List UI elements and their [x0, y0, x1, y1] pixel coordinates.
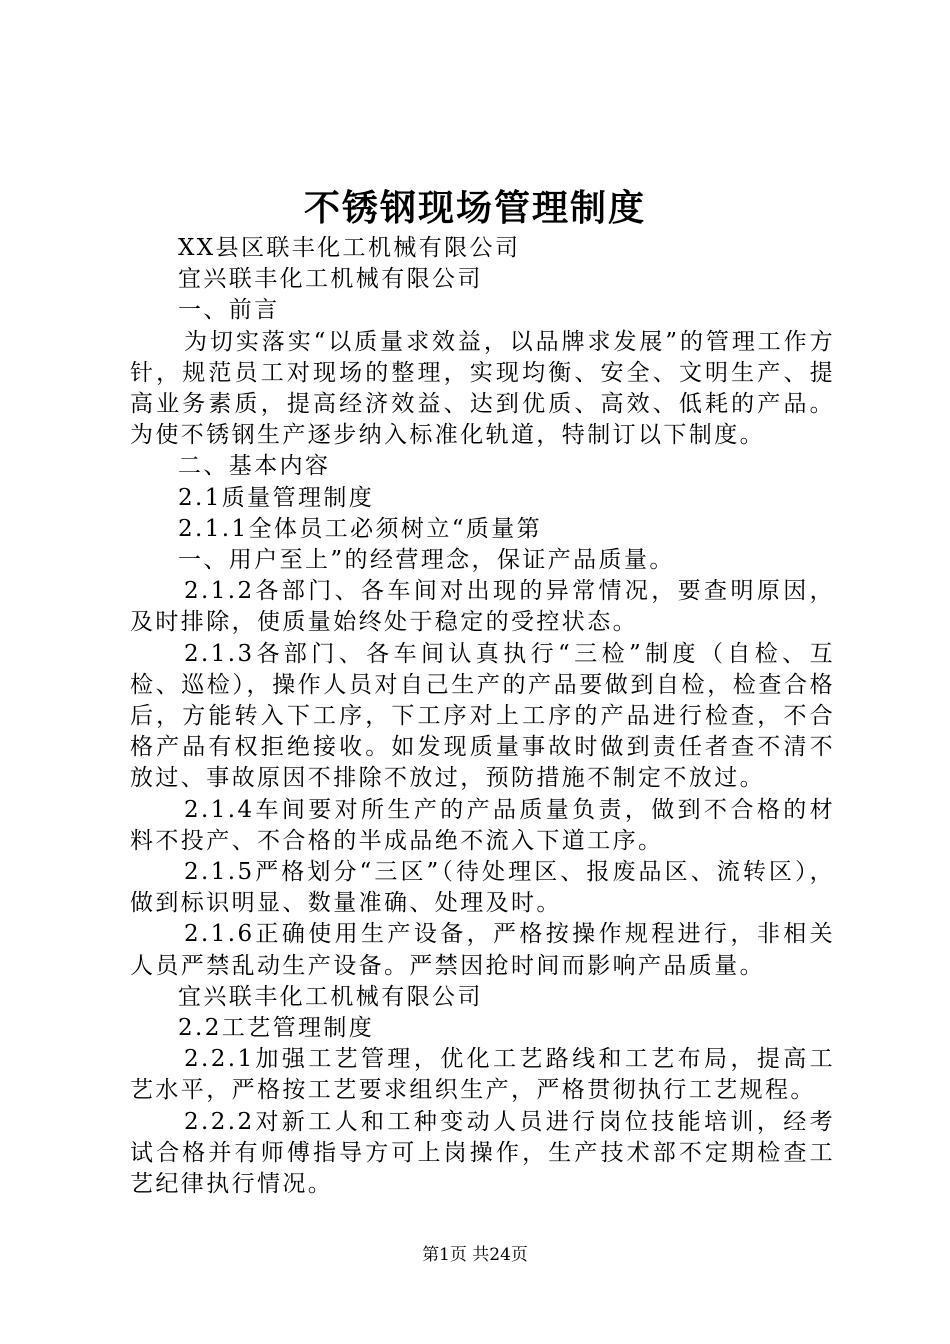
body-paragraph: 2.1.2各部门、各车间对出现的异常情况，要查明原因，及时排除，使质量始终处于稳定的受控状态。: [130, 578, 835, 636]
body-paragraph: 2.1.6正确使用生产设备，严格按操作规程进行，非相关人员严禁乱动生产设备。严禁因抢时间而影响产品质量。: [130, 921, 835, 979]
document-title: 不锈钢现场管理制度: [303, 187, 646, 229]
section-heading: 二、基本内容: [178, 453, 331, 480]
body-paragraph: 2.1.1全体员工必须树立“质量第: [178, 515, 543, 542]
company-name-line: XX县区联丰化工机械有限公司: [178, 235, 521, 261]
company-name-line: 宜兴联丰化工机械有限公司: [178, 266, 483, 293]
body-paragraph: 2.2.2对新工人和工种变动人员进行岗位技能培训，经考试合格并有师傅指导方可上岗操作，生产技术部不定期检查工艺纪律执行情况。: [130, 1108, 835, 1198]
page-total: 共24页: [472, 1245, 528, 1265]
subsection-heading: 2.1质量管理制度: [178, 484, 375, 511]
body-paragraph: 为切实落实“以质量求效益，以品牌求发展”的管理工作方针，规范员工对现场的整理，实现均衡、安全、文明生产、提高业务素质，提高经济效益、达到优质、高效、低耗的产品。为使不锈钢生产逐步纳入标准化轨道，特制订以下制度。: [130, 328, 835, 449]
body-paragraph: 一、用户至上”的经营理念，保证产品质量。: [178, 547, 675, 574]
body-paragraph: 2.1.3各部门、各车间认真执行“三检”制度（自检、互检、巡检），操作人员对自己生产的产品要做到自检，检查合格后，方能转入下工序，下工序对上工序的产品进行检查，不合格产品有权拒绝接收。如发现质量事故时做到责任者查不清不放过、事故原因不排除不放过，预防措施不制定不放过。: [130, 640, 835, 792]
subsection-heading: 2.2工艺管理制度: [178, 1015, 375, 1042]
document-body: [130, 233, 835, 1200]
company-name-line: 宜兴联丰化工机械有限公司: [178, 983, 483, 1010]
body-paragraph: 2.1.5严格划分“三区”（待处理区、报废品区、流转区），做到标识明显、数量准确、处理及时。: [130, 859, 835, 917]
body-paragraph: 2.2.1加强工艺管理，优化工艺路线和工艺布局，提高工艺水平，严格按工艺要求组织生产，严格贯彻执行工艺规程。: [130, 1046, 835, 1104]
section-heading: 一、前言: [178, 297, 280, 324]
body-paragraph: 2.1.4车间要对所生产的产品质量负责，做到不合格的材料不投产、不合格的半成品绝不流入下道工序。: [130, 796, 835, 854]
page-footer: [0, 1243, 950, 1267]
page-number: 第1页: [422, 1245, 467, 1265]
